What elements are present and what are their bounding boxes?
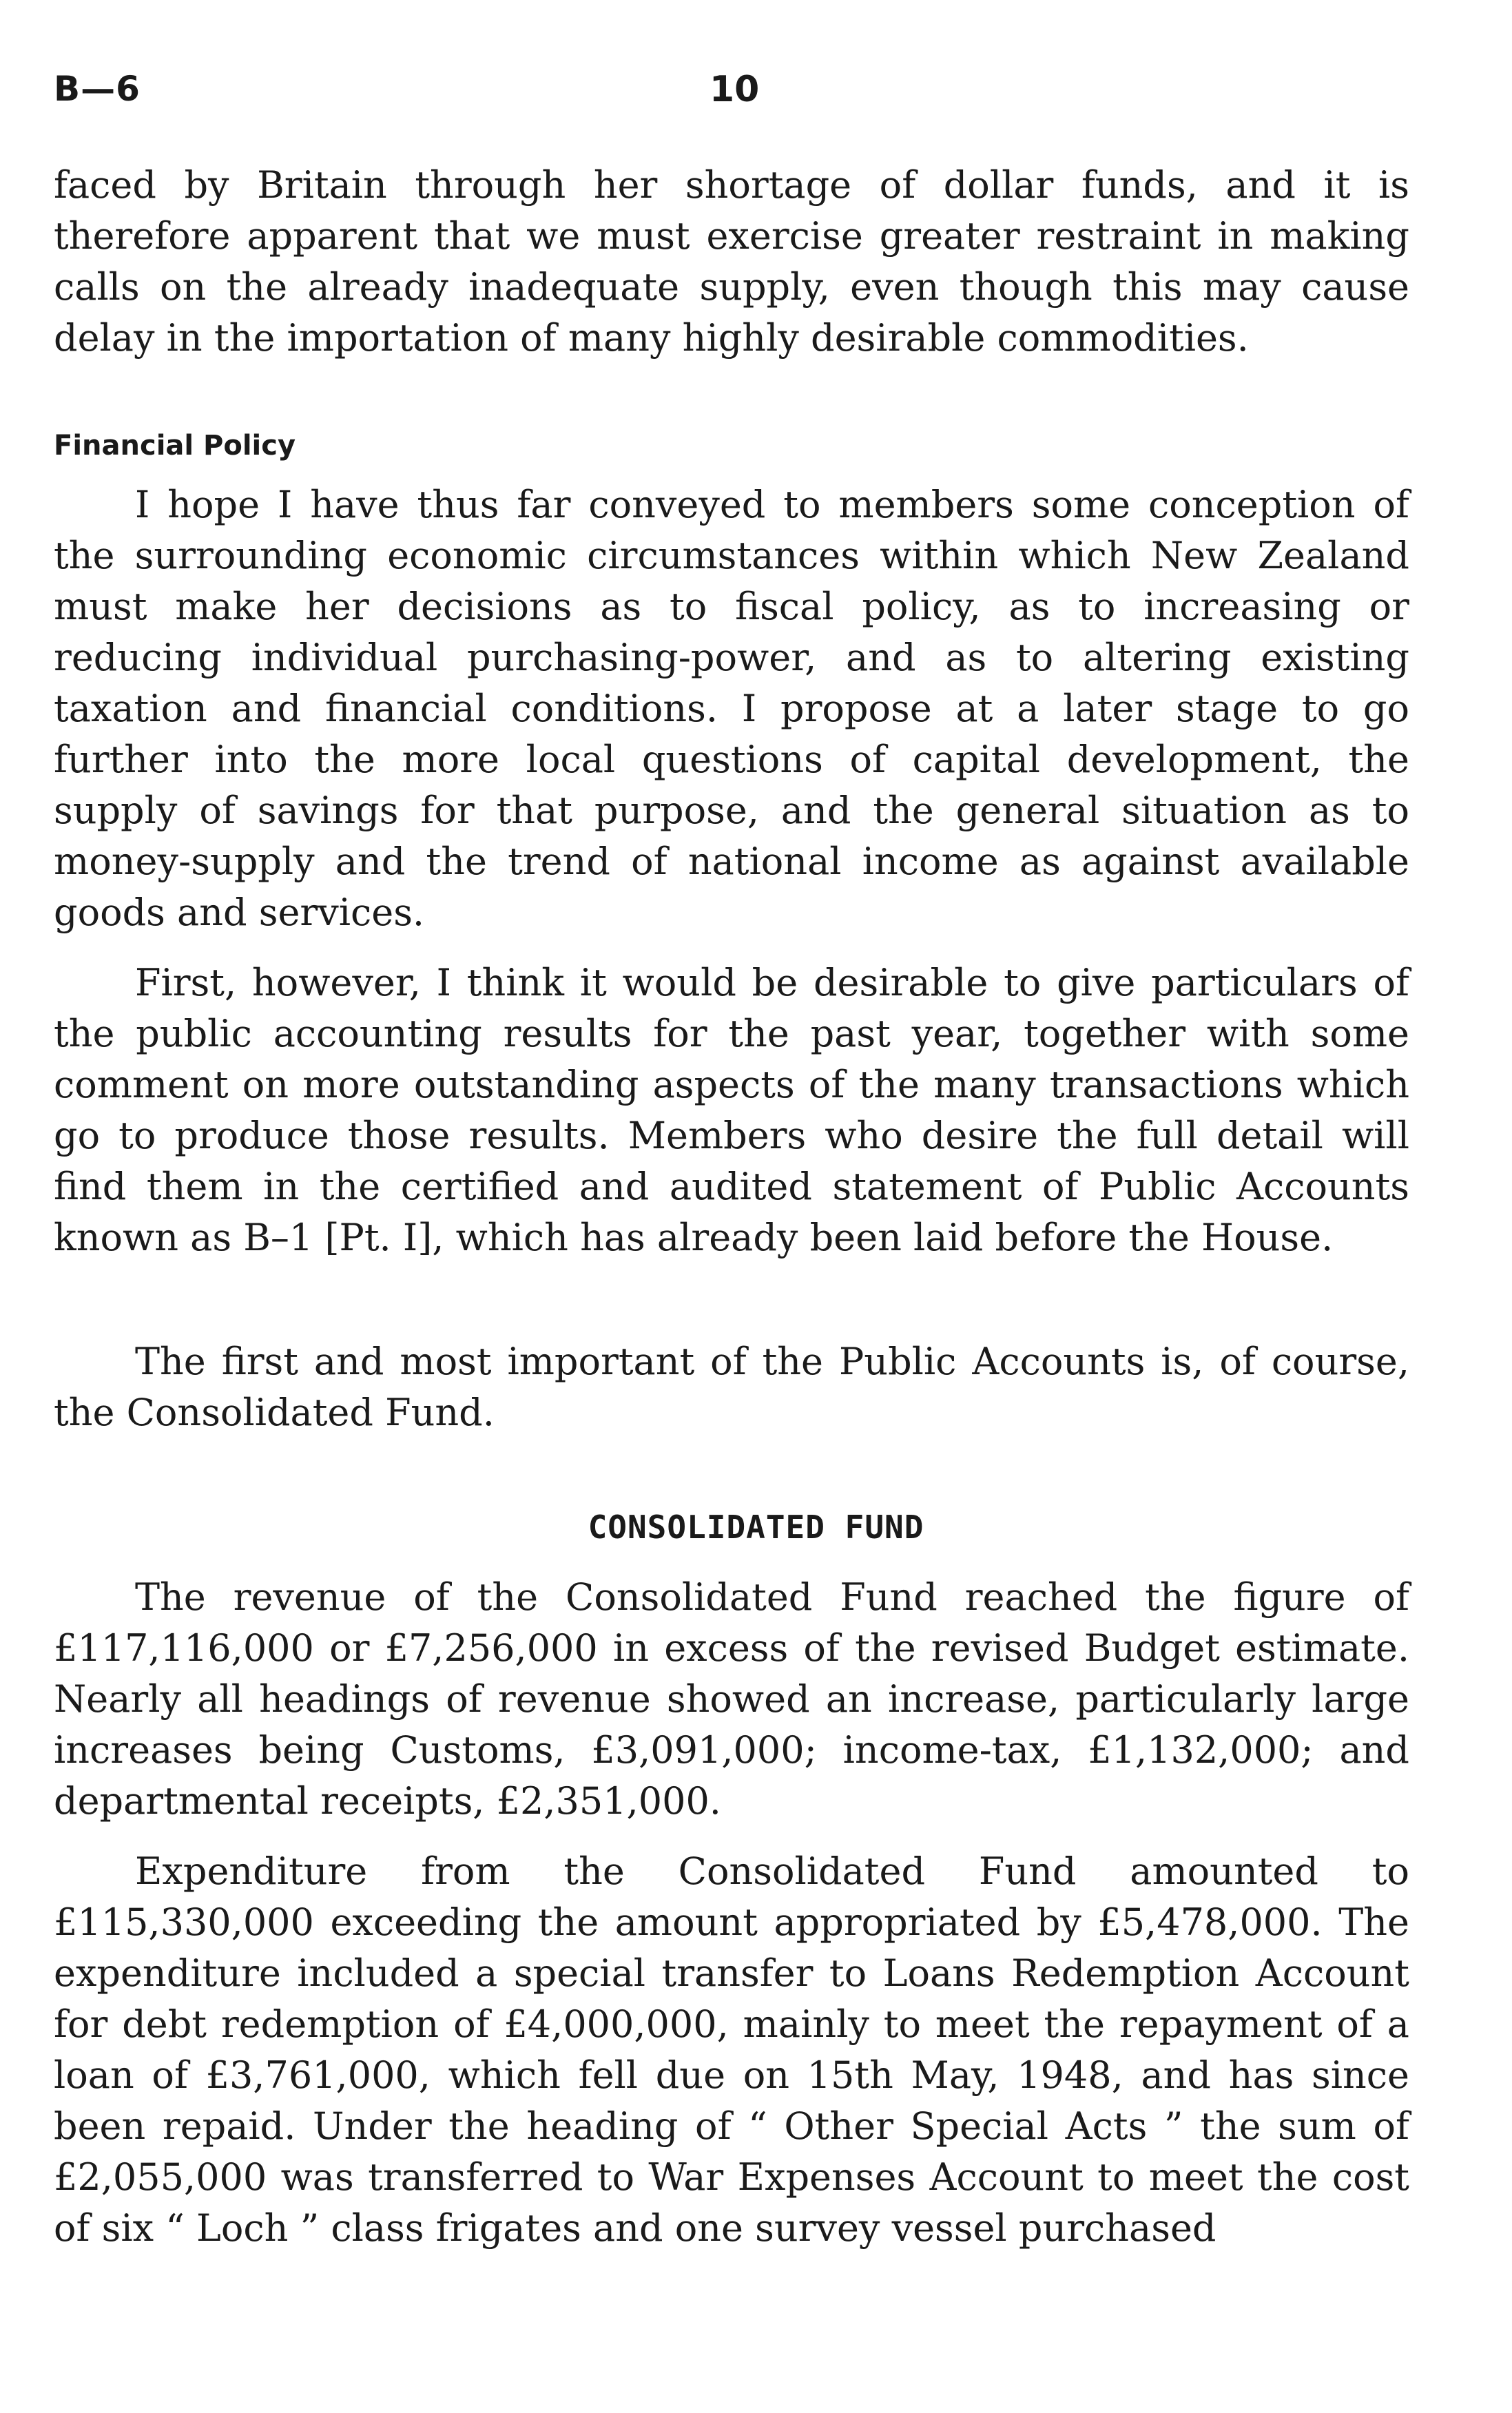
document-reference: B—6 [54,69,141,109]
financial-policy-heading: Financial Policy [54,430,296,462]
consolidated-fund-heading: CONSOLIDATED FUND [588,1509,924,1546]
paragraph-dollar-funds: faced by Britain through her shortage of dollar funds, and it is therefore apparent that we must exercise greater restraint in making calls on the already inadequate supply, even though this may cause delay in the importation of many highly desirable commodities. [54,163,1409,360]
paragraph-expenditure: Expenditure from the Consolidated Fund amounted to £115,330,000 exceeding the amount appropriated by £5,478,000. The expenditure included a special transfer to Loans Redemption Account for debt redemption of £4,000,000, mainly to meet the repayment of a loan of £3,761,000, which fell due on 15th May, 1948, and has since been repaid. Under the heading of “ Other Special Acts ” the sum of £2,055,000 was transferred to War Expenses Account to meet the cost of six “ Loch ” class frigates and one survey vessel purchased [54,1850,1409,2250]
paragraph-revenue: The revenue of the Consolidated Fund reached the figure of £117,116,000 or £7,256,000 in excess of the revised Budget estimate. Nearly all headings of revenue showed an increase, particularly large increases being Customs, £3,091,000; income-tax, £1,132,000; and departmental receipts, £2,351,000. [54,1575,1409,1823]
paragraph-public-accounts: First, however, I think it would be desirable to give particulars of the public accounting results for the past year, together with some comment on more outstanding aspects of the many transactions which go to produce those results. Members who desire the full detail will find them in the certified and audited statement of Public Accounts known as B–1 [Pt. I], which has already been laid before the House. [54,961,1409,1259]
paragraph-financial-policy: I hope I have thus far conveyed to members some conception of the surrounding economic circumstances within which New Zealand must make her decisions as to fiscal policy, as to increasing or reducing individual purchasing-power, and as to altering existing taxation and financial conditions. I propose at a later stage to go further into the more local questions of capital development, the supply of savings for that purpose, and the general situation as to money-supply and the trend of national income as against available goods and services. [54,483,1409,934]
page-number: 10 [710,69,760,110]
paragraph-consolidated-intro: The first and most important of the Public Accounts is, of course, the Consolidated Fund. [54,1340,1409,1434]
